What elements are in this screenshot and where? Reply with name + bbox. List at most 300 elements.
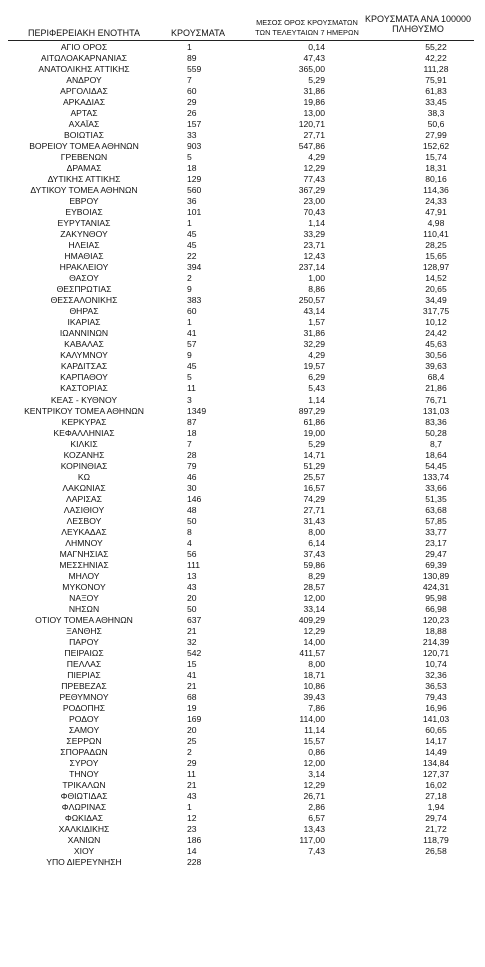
cell-avg-7-days: 6,14 — [308, 537, 325, 548]
table-row — [0, 824, 485, 835]
cell-region: ΦΘΙΩΤΙΔΑΣ — [60, 791, 108, 802]
cell-cases: 169 — [187, 713, 202, 724]
cell-avg-7-days: 70,43 — [303, 207, 325, 218]
cell-per-100000: 16,02 — [425, 780, 447, 791]
cell-avg-7-days: 27,71 — [303, 130, 325, 141]
cell-per-100000: 120,71 — [422, 647, 450, 658]
cell-avg-7-days: 12,29 — [303, 163, 325, 174]
cell-avg-7-days: 250,57 — [298, 295, 325, 306]
table-row — [0, 130, 485, 141]
cell-region: ΑΡΤΑΣ — [70, 108, 98, 119]
cell-region: ΒΟΙΩΤΙΑΣ — [64, 130, 104, 141]
cell-per-100000: 63,68 — [425, 504, 447, 515]
cell-avg-7-days: 2,86 — [308, 802, 325, 813]
cell-cases: 32 — [187, 636, 197, 647]
cell-avg-7-days: 8,00 — [308, 526, 325, 537]
cell-avg-7-days: 14,71 — [303, 449, 325, 460]
cell-avg-7-days: 23,71 — [303, 240, 325, 251]
cell-avg-7-days: 7,43 — [308, 846, 325, 857]
header-per-line2: ΠΛΗΘΥΣΜΟ — [392, 24, 444, 34]
table-row — [0, 593, 485, 604]
cell-region: ΙΚΑΡΙΑΣ — [67, 317, 101, 328]
cell-avg-7-days: 367,29 — [298, 185, 325, 196]
cell-avg-7-days: 120,71 — [298, 119, 325, 130]
cell-cases: 129 — [187, 174, 202, 185]
cell-avg-7-days: 27,71 — [303, 504, 325, 515]
table-row — [0, 174, 485, 185]
cell-avg-7-days: 11,14 — [304, 724, 325, 735]
cell-avg-7-days: 12,29 — [303, 625, 325, 636]
cell-region: ΠΕΙΡΑΙΩΣ — [64, 647, 104, 658]
table-row — [0, 406, 485, 417]
table-row — [0, 152, 485, 163]
table-row — [0, 372, 485, 383]
cell-region: ΛΑΚΩΝΙΑΣ — [62, 482, 106, 493]
cell-region: ΜΗΛΟΥ — [68, 570, 100, 581]
cell-per-100000: 55,22 — [425, 42, 447, 52]
cell-avg-7-days: 4,29 — [308, 350, 325, 361]
cell-avg-7-days: 16,57 — [303, 482, 325, 493]
table-row — [0, 207, 485, 218]
cell-cases: 5 — [187, 152, 192, 163]
cell-region: ΛΕΣΒΟΥ — [66, 515, 102, 526]
cell-cases: 637 — [187, 614, 202, 625]
cell-avg-7-days: 12,29 — [303, 780, 325, 791]
cell-per-100000: 36,53 — [425, 680, 447, 691]
cell-avg-7-days: 409,29 — [298, 614, 325, 625]
table-row — [0, 185, 485, 196]
cell-region: ΗΛΕΙΑΣ — [68, 240, 100, 251]
cell-avg-7-days: 43,14 — [303, 306, 325, 317]
cell-region: ΤΡΙΚΑΛΩΝ — [62, 780, 106, 791]
cell-per-100000: 134,84 — [422, 758, 450, 769]
cell-cases: 1 — [187, 802, 192, 813]
cell-per-100000: 68,4 — [427, 372, 445, 383]
cell-per-100000: 26,58 — [425, 846, 447, 857]
cell-region: ΡΕΘΥΜΝΟΥ — [59, 691, 109, 702]
cell-avg-7-days: 31,86 — [303, 328, 325, 339]
cell-region: ΑΝΔΡΟΥ — [66, 75, 102, 86]
cell-avg-7-days: 12,43 — [303, 251, 325, 262]
cell-region: ΚΕΑΣ - ΚΥΘΝΟΥ — [50, 394, 118, 405]
table-row — [0, 218, 485, 229]
cell-cases: 394 — [187, 262, 202, 273]
cell-region: ΚΑΡΔΙΤΣΑΣ — [60, 361, 108, 372]
cell-cases: 8 — [187, 526, 192, 537]
cell-region: ΦΩΚΙΔΑΣ — [64, 813, 104, 824]
cell-per-100000: 114,36 — [423, 185, 449, 196]
cell-region: ΧΑΝΙΩΝ — [67, 835, 101, 846]
cell-region: ΣΠΟΡΑΔΩΝ — [60, 747, 108, 757]
table-row — [0, 483, 485, 494]
cell-avg-7-days: 8,86 — [308, 284, 325, 295]
cell-per-100000: 141,03 — [422, 713, 450, 724]
cell-per-100000: 110,41 — [423, 229, 449, 240]
table-row — [0, 769, 485, 780]
cell-per-100000: 33,45 — [425, 97, 447, 108]
cell-avg-7-days: 5,43 — [308, 383, 325, 394]
cell-per-100000: 32,36 — [425, 669, 447, 680]
cell-per-100000: 27,18 — [425, 791, 447, 802]
table-row — [0, 472, 485, 483]
cell-region: ΟΤΙΟΥ ΤΟΜΕΑ ΑΘΗΝΩΝ — [35, 614, 133, 625]
cell-cases: 15 — [187, 658, 197, 669]
cell-avg-7-days: 39,43 — [303, 691, 325, 702]
cell-cases: 57 — [187, 339, 197, 350]
cell-per-100000: 131,03 — [422, 405, 450, 416]
cell-per-100000: 47,91 — [425, 207, 447, 218]
table-row — [0, 450, 485, 461]
cell-region: ΚΩ — [77, 471, 91, 482]
table-row — [0, 516, 485, 527]
cell-avg-7-days: 411,57 — [299, 647, 325, 658]
table-row — [0, 163, 485, 174]
cell-region: ΚΕΦΑΛΛΗΝΙΑΣ — [53, 427, 115, 438]
table-row — [0, 240, 485, 251]
table-row — [0, 295, 485, 306]
cell-per-100000: 42,22 — [425, 53, 447, 64]
cell-region: ΛΑΣΙΘΙΟΥ — [63, 504, 105, 515]
cell-per-100000: 111,28 — [423, 64, 449, 75]
cell-region: ΖΑΚΥΝΘΟΥ — [60, 229, 108, 240]
cell-per-100000: 61,83 — [425, 86, 447, 97]
cell-region: ΙΩΑΝΝΙΝΩΝ — [59, 328, 109, 339]
cell-region: ΜΥΚΟΝΟΥ — [62, 581, 106, 592]
cell-cases: 19 — [187, 702, 197, 713]
table-body — [0, 42, 485, 868]
cell-avg-7-days: 28,57 — [303, 581, 325, 592]
cell-cases: 21 — [187, 780, 197, 791]
cell-cases: 11 — [187, 769, 196, 780]
cell-cases: 30 — [187, 482, 197, 493]
cell-avg-7-days: 32,29 — [303, 339, 325, 350]
cell-per-100000: 10,74 — [425, 658, 447, 669]
cell-region: ΘΕΣΣΑΛΟΝΙΚΗΣ — [50, 295, 118, 306]
table-row — [0, 681, 485, 692]
header-per-line1: ΚΡΟΥΣΜΑΤΑ ΑΝΑ 100000 — [365, 14, 471, 24]
cell-per-100000: 30,56 — [425, 350, 447, 361]
cell-per-100000: 120,23 — [422, 614, 450, 625]
cell-cases: 28 — [187, 449, 197, 460]
cell-region: ΣΑΜΟΥ — [68, 724, 100, 735]
table-row — [0, 714, 485, 725]
cell-cases: 101 — [187, 207, 202, 218]
cell-per-100000: 14,17 — [425, 735, 447, 746]
header-region: ΠΕΡΙΦΕΡΕΙΑΚΗ ΕΝΟΤΗΤΑ — [27, 28, 141, 38]
cell-cases: 18 — [187, 427, 197, 438]
cell-avg-7-days: 1,14 — [308, 394, 325, 405]
table-row — [0, 571, 485, 582]
table-row — [0, 747, 485, 758]
cell-cases: 21 — [187, 680, 197, 691]
cell-region: ΞΑΝΘΗΣ — [66, 625, 102, 636]
cell-per-100000: 20,65 — [425, 284, 447, 295]
cell-cases: 21 — [187, 625, 197, 636]
cell-avg-7-days: 114,00 — [299, 713, 325, 724]
cell-region: ΘΑΣΟΥ — [69, 273, 99, 284]
table-row — [0, 284, 485, 295]
cell-per-100000: 45,63 — [425, 339, 447, 350]
table-row — [0, 549, 485, 560]
cell-avg-7-days: 10,86 — [303, 680, 325, 691]
cell-region: ΚΑΡΠΑΘΟΥ — [60, 372, 108, 383]
cell-cases: 46 — [187, 471, 197, 482]
cell-cases: 22 — [187, 251, 197, 262]
cell-per-100000: 15,65 — [425, 251, 447, 262]
cell-cases: 45 — [187, 240, 197, 251]
cell-cases: 89 — [187, 53, 197, 64]
cell-region: ΝΗΣΩΝ — [68, 603, 100, 614]
cell-region: ΑΓΙΟ ΟΡΟΣ — [60, 42, 108, 52]
table-row — [0, 97, 485, 108]
table-row — [0, 527, 485, 538]
cell-avg-7-days: 6,57 — [308, 813, 325, 824]
cell-cases: 50 — [187, 515, 197, 526]
cell-per-100000: 1,94 — [427, 802, 445, 813]
cell-avg-7-days: 31,86 — [303, 86, 325, 97]
cell-per-100000: 69,39 — [425, 559, 447, 570]
cell-cases: 1 — [187, 317, 192, 328]
cell-avg-7-days: 8,00 — [308, 658, 325, 669]
table-row — [0, 395, 485, 406]
cell-per-100000: 133,74 — [422, 471, 450, 482]
cell-region: ΠΕΛΛΑΣ — [66, 658, 102, 669]
cell-avg-7-days: 51,29 — [303, 460, 325, 471]
cell-region: ΗΜΑΘΙΑΣ — [64, 251, 104, 262]
cell-region: ΛΕΥΚΑΔΑΣ — [61, 526, 107, 537]
cell-region: ΔΥΤΙΚΗΣ ΑΤΤΙΚΗΣ — [47, 174, 121, 185]
cell-region: ΑΡΓΟΛΙΔΑΣ — [60, 86, 108, 97]
cell-cases: 41 — [187, 669, 197, 680]
cell-avg-7-days: 12,00 — [303, 592, 325, 603]
table-row — [0, 703, 485, 714]
cell-cases: 186 — [187, 835, 202, 846]
cell-region: ΔΡΑΜΑΣ — [66, 163, 102, 174]
cell-avg-7-days: 5,29 — [308, 438, 325, 449]
cell-region: ΚΑΛΥΜΝΟΥ — [60, 350, 108, 361]
cell-avg-7-days: 74,29 — [303, 493, 325, 504]
cell-per-100000: 38,3 — [427, 108, 445, 119]
cell-cases: 79 — [187, 460, 197, 471]
cell-per-100000: 21,72 — [425, 824, 447, 835]
cell-per-100000: 80,16 — [425, 174, 447, 185]
cell-per-100000: 130,89 — [422, 570, 450, 581]
cell-cases: 1349 — [187, 405, 207, 416]
cell-region: ΦΛΩΡΙΝΑΣ — [61, 802, 107, 813]
cell-region: ΥΠΟ ΔΙΕΡΕΥΝΗΣΗ — [46, 857, 122, 868]
table-row — [0, 64, 485, 75]
cell-cases: 146 — [187, 493, 202, 504]
cell-cases: 5 — [187, 372, 192, 383]
cell-avg-7-days: 1,57 — [308, 317, 325, 328]
cell-region: ΑΧΑΪΑΣ — [68, 119, 100, 130]
table-row — [0, 626, 485, 637]
cell-avg-7-days: 897,29 — [298, 405, 325, 416]
cell-cases: 18 — [187, 163, 197, 174]
cell-per-100000: 29,47 — [425, 548, 447, 559]
table-row — [0, 306, 485, 317]
cell-per-100000: 57,85 — [425, 515, 447, 526]
table-row — [0, 75, 485, 86]
cell-region: ΚΑΒΑΛΑΣ — [64, 339, 104, 350]
cell-region: ΡΟΔΟΠΗΣ — [62, 702, 106, 713]
cell-avg-7-days: 13,00 — [303, 108, 325, 119]
cell-cases: 2 — [187, 747, 192, 757]
cell-region: ΕΒΡΟΥ — [69, 196, 99, 207]
cell-cases: 43 — [187, 581, 197, 592]
cell-per-100000: 424,31 — [422, 581, 450, 592]
cell-per-100000: 60,65 — [425, 724, 447, 735]
cell-avg-7-days: 1,00 — [308, 273, 325, 284]
cell-avg-7-days: 1,14 — [308, 218, 325, 229]
table-row — [0, 262, 485, 273]
table-row — [0, 86, 485, 97]
header-per-100000 — [362, 14, 474, 34]
cell-cases: 4 — [187, 537, 192, 548]
table-row — [0, 383, 485, 394]
cell-per-100000: 50,6 — [427, 119, 445, 130]
table-row — [0, 251, 485, 262]
cell-cases: 11 — [187, 383, 196, 394]
table-row — [0, 428, 485, 439]
header-avg-line1: ΜΕΣΟΣ ΟΡΟΣ ΚΡΟΥΣΜΑΤΩΝ — [256, 18, 358, 27]
cell-cases: 542 — [187, 647, 202, 658]
cell-cases: 20 — [187, 724, 197, 735]
cell-avg-7-days: 18,71 — [303, 669, 325, 680]
cell-avg-7-days: 8,29 — [308, 570, 325, 581]
cell-region: ΘΕΣΠΡΩΤΙΑΣ — [56, 284, 112, 295]
cell-per-100000: 127,37 — [422, 769, 450, 780]
cell-cases: 26 — [187, 108, 197, 119]
cell-per-100000: 18,64 — [425, 449, 447, 460]
table-row — [0, 229, 485, 240]
cell-cases: 7 — [187, 75, 192, 86]
cell-avg-7-days: 77,43 — [303, 174, 325, 185]
cell-cases: 33 — [187, 130, 197, 141]
table-row — [0, 42, 485, 53]
cell-region: ΗΡΑΚΛΕΙΟΥ — [59, 262, 109, 273]
cell-per-100000: 27,99 — [425, 130, 447, 141]
table-row — [0, 615, 485, 626]
table-row — [0, 813, 485, 824]
cell-cases: 1 — [187, 42, 192, 52]
cell-cases: 41 — [187, 328, 197, 339]
table-row — [0, 736, 485, 747]
cell-cases: 14 — [187, 846, 197, 857]
table-row — [0, 791, 485, 802]
cell-avg-7-days: 547,86 — [298, 141, 325, 152]
header-avg-line2: ΤΩΝ ΤΕΛΕΥΤΑΙΩΝ 7 ΗΜΕΡΩΝ — [255, 28, 359, 37]
cell-cases: 1 — [187, 218, 192, 229]
cell-cases: 25 — [187, 735, 197, 746]
cell-per-100000: 18,88 — [425, 625, 447, 636]
cell-per-100000: 14,52 — [425, 273, 447, 284]
cell-avg-7-days: 47,43 — [303, 53, 325, 64]
cell-per-100000: 76,71 — [425, 394, 447, 405]
cell-per-100000: 28,25 — [425, 240, 447, 251]
cell-region: ΕΥΒΟΙΑΣ — [65, 207, 103, 218]
table-header — [0, 0, 485, 40]
cell-per-100000: 24,33 — [425, 196, 447, 207]
cell-region: ΛΗΜΝΟΥ — [65, 537, 103, 548]
cell-per-100000: 8,7 — [430, 438, 442, 449]
cell-avg-7-days: 59,86 — [303, 559, 325, 570]
cell-cases: 157 — [187, 119, 202, 130]
cell-region: ΝΑΞΟΥ — [69, 592, 99, 603]
cell-avg-7-days: 15,57 — [303, 735, 325, 746]
header-divider — [8, 40, 474, 41]
table-row — [0, 361, 485, 372]
cell-avg-7-days: 4,29 — [308, 152, 325, 163]
table-row — [0, 273, 485, 284]
cell-per-100000: 66,98 — [425, 603, 447, 614]
cell-cases: 7 — [187, 438, 192, 449]
table-row — [0, 637, 485, 648]
cell-per-100000: 33,66 — [425, 482, 447, 493]
cell-region: ΑΡΚΑΔΙΑΣ — [62, 97, 106, 108]
cell-avg-7-days: 237,14 — [298, 262, 325, 273]
cell-region: ΜΑΓΝΗΣΙΑΣ — [59, 548, 109, 559]
cell-cases: 48 — [187, 504, 197, 515]
table-row — [0, 538, 485, 549]
cell-cases: 20 — [187, 592, 197, 603]
cell-region: ΧΑΛΚΙΔΙΚΗΣ — [58, 824, 110, 835]
cell-cases: 45 — [187, 361, 197, 372]
cell-cases: 111 — [187, 559, 201, 570]
cell-region: ΚΕΝΤΡΙΚΟΥ ΤΟΜΕΑ ΑΘΗΝΩΝ — [24, 405, 144, 416]
cell-region: ΡΟΔΟΥ — [69, 713, 99, 724]
cell-per-100000: 83,36 — [425, 416, 447, 427]
table-row — [0, 846, 485, 857]
table-row — [0, 196, 485, 207]
cell-avg-7-days: 12,00 — [303, 758, 325, 769]
cell-region: ΜΕΣΣΗΝΙΑΣ — [59, 559, 109, 570]
cell-per-100000: 39,63 — [425, 361, 447, 372]
cell-region: ΔΥΤΙΚΟΥ ΤΟΜΕΑ ΑΘΗΝΩΝ — [30, 185, 138, 196]
cell-cases: 383 — [187, 295, 202, 306]
cell-per-100000: 214,39 — [422, 636, 450, 647]
cell-per-100000: 24,42 — [425, 328, 447, 339]
cell-avg-7-days: 0,86 — [308, 747, 325, 757]
table-row — [0, 417, 485, 428]
table-row — [0, 494, 485, 505]
cell-avg-7-days: 33,29 — [303, 229, 325, 240]
cell-cases: 36 — [187, 196, 197, 207]
cell-per-100000: 75,91 — [425, 75, 447, 86]
cell-region: ΚΑΣΤΟΡΙΑΣ — [60, 383, 108, 394]
cell-region: ΧΙΟΥ — [73, 846, 95, 857]
cell-region: ΒΟΡΕΙΟΥ ΤΟΜΕΑ ΑΘΗΝΩΝ — [29, 141, 139, 152]
cell-per-100000: 128,97 — [422, 262, 450, 273]
cell-region: ΕΥΡΥΤΑΝΙΑΣ — [57, 218, 111, 229]
cell-avg-7-days: 6,29 — [308, 372, 325, 383]
cell-cases: 29 — [187, 97, 197, 108]
cell-avg-7-days: 19,86 — [303, 97, 325, 108]
header-avg-7-days — [248, 18, 366, 38]
cell-region: ΛΑΡΙΣΑΣ — [66, 493, 102, 504]
cell-per-100000: 152,62 — [422, 141, 450, 152]
cell-cases: 87 — [187, 416, 197, 427]
cell-cases: 903 — [187, 141, 202, 152]
cell-avg-7-days: 3,14 — [308, 769, 325, 780]
table-row — [0, 141, 485, 152]
cell-cases: 50 — [187, 603, 197, 614]
cell-region: ΠΑΡΟΥ — [69, 636, 99, 647]
cell-avg-7-days: 26,71 — [303, 791, 325, 802]
cell-avg-7-days: 19,00 — [303, 427, 325, 438]
cell-region: ΘΗΡΑΣ — [69, 306, 99, 317]
cell-region: ΑΙΤΩΛΟΑΚΑΡΝΑΝΙΑΣ — [40, 53, 128, 64]
